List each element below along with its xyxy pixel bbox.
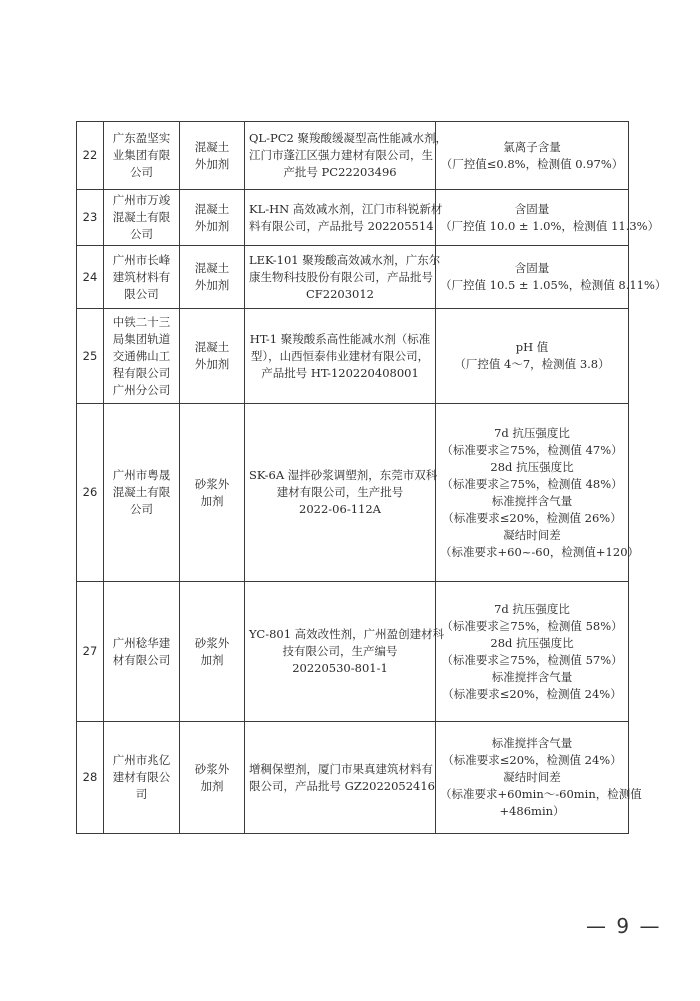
product-info-line: 料有限公司，产品批号 202205514 (249, 218, 434, 233)
product-info-line: 2022-06-112A (299, 502, 381, 516)
test-result-cell (436, 582, 629, 722)
test-result-line: （厂控值 10.5 ± 1.05%，检测值 8.11%） (440, 278, 667, 292)
table-row (77, 722, 629, 834)
company-name-line: 广州市万竣 (112, 193, 171, 207)
product-info-cell (245, 722, 436, 834)
company-name-line: 广州分公司 (112, 382, 171, 397)
test-result-cell (436, 246, 667, 309)
category-line: 外加剂 (194, 278, 230, 292)
company-name-line: 材有限公司 (112, 652, 171, 667)
category-cell (180, 722, 245, 834)
test-result-line: +486min） (499, 804, 565, 818)
product-info-line: LEK-101 聚羧酸高效减水剂，广东尔 (249, 252, 441, 267)
category-line: 加剂 (200, 493, 224, 508)
test-result-line: 含固量 (514, 201, 550, 216)
company-name-line: 广州稔华建 (112, 635, 171, 650)
product-info-line: 康生物科技股份有限公司，产品批号 (249, 269, 433, 284)
company-name-line: 公司 (130, 227, 153, 241)
product-info-line: QL-PC2 聚羧酸缓凝型高性能减水剂， (249, 131, 447, 145)
row-number: 24 (77, 246, 104, 309)
test-result-line: （标准要求+60min～-60min，检测值 (440, 787, 642, 801)
category-line: 混凝土 (194, 139, 230, 154)
test-result-line: （厂控值 10.0 ± 1.0%，检测值 11.3%） (440, 218, 660, 233)
company-name-line: 混凝土有限 (112, 210, 171, 224)
company-name-line: 业集团有限 (112, 148, 171, 162)
test-result-line: （标准要求≤20%，检测值 24%） (442, 753, 622, 767)
company-name-cell (104, 404, 180, 582)
test-result-line: （标准要求≧75%，检测值 57%） (441, 652, 623, 667)
product-info-line: KL-HN 高效减水剂，江门市科锐新材 (249, 201, 443, 216)
table-row (77, 582, 629, 722)
row-number: 23 (77, 190, 104, 246)
test-result-line: 28d 抗压强度比 (490, 635, 574, 650)
product-info-line: SK-6A 湿拌砂浆调塑剂，东莞市双科 (249, 468, 438, 482)
category-line: 混凝土 (194, 201, 230, 216)
test-result-line: 含固量 (514, 261, 550, 275)
category-cell (180, 122, 245, 190)
table-row (77, 190, 629, 246)
company-name-line: 交通佛山工 (112, 348, 171, 363)
company-name-cell (104, 246, 180, 309)
test-result-line: pH 值 (515, 340, 549, 354)
company-name-line: 程有限公司 (112, 365, 171, 380)
product-info-cell (245, 309, 436, 404)
product-info-cell (245, 246, 441, 309)
category-line: 砂浆外 (194, 476, 230, 491)
product-info-line: 技有限公司，生产编号 (282, 644, 398, 658)
test-result-line: （标准要求+60~-60，检测值+120） (440, 544, 640, 559)
test-result-line: 凝结时间差 (503, 527, 561, 542)
category-line: 加剂 (200, 778, 224, 793)
product-info-line: HT-1 聚羧酸系高性能减水剂（标准 (249, 331, 431, 346)
product-info-cell (245, 582, 445, 722)
category-line: 外加剂 (194, 218, 230, 233)
test-result-line: （标准要求≤20%，检测值 24%） (442, 686, 622, 701)
company-name-line: 广东盈坚实 (112, 131, 171, 145)
test-result-line: 氯离子含量 (503, 139, 561, 154)
category-cell (180, 246, 245, 309)
table-body (77, 122, 667, 834)
company-name-line: 公司 (130, 502, 153, 516)
product-info-cell (245, 122, 447, 190)
row-number: 28 (77, 722, 104, 834)
inspection-results-table (76, 121, 667, 834)
product-info-line: CF2203012 (306, 286, 374, 301)
company-name-line: 公司 (130, 165, 153, 179)
company-name-line: 广州市长峰 (112, 252, 171, 267)
category-line: 混凝土 (194, 261, 230, 275)
test-result-line: （标准要求≧75%，检测值 58%） (441, 618, 623, 633)
category-line: 外加剂 (194, 156, 230, 171)
product-info-line: YC-801 高效改性剂，广州盈创建材科 (249, 627, 445, 641)
category-line: 加剂 (200, 652, 224, 667)
company-name-cell (104, 122, 180, 190)
row-number: 25 (77, 309, 104, 404)
company-name-cell (104, 309, 180, 404)
company-name-line: 建筑材料有 (112, 269, 171, 284)
category-line: 混凝土 (194, 340, 230, 354)
category-line: 砂浆外 (194, 761, 230, 776)
table-row (77, 246, 629, 309)
company-name-line: 建材有限公 (112, 770, 171, 784)
category-line: 砂浆外 (194, 635, 230, 650)
company-name-line: 中铁二十三 (112, 314, 171, 329)
company-name-line: 限公司 (124, 286, 159, 301)
product-info-cell (245, 190, 443, 246)
test-result-line: 标准搅拌含气量 (491, 736, 573, 750)
test-result-cell (436, 190, 660, 246)
product-info-line: 增稠保塑剂，厦门市果真建筑材料有 (249, 761, 433, 776)
test-result-line: 28d 抗压强度比 (490, 459, 574, 474)
test-result-line: （厂控值 4～7，检测值 3.8） (454, 357, 610, 371)
product-info-line: 20220530-801-1 (292, 661, 388, 675)
company-name-line: 司 (135, 787, 148, 801)
test-result-line: （厂控值≤0.8%，检测值 0.97%） (440, 156, 624, 171)
table-row (77, 309, 629, 404)
product-info-line: 产批号 PC22203496 (283, 165, 397, 179)
product-info-cell (245, 404, 436, 582)
company-name-cell (104, 582, 180, 722)
test-result-line: （标准要求≧75%，检测值 48%） (441, 476, 623, 491)
page-number: — 9 — (586, 914, 662, 938)
test-result-cell (436, 722, 642, 834)
row-number: 27 (77, 582, 104, 722)
company-name-line: 广州市粤晟 (112, 468, 171, 482)
category-cell (180, 309, 245, 404)
category-cell (180, 582, 245, 722)
product-info-line: 江门市蓬江区强力建材有限公司，生 (249, 148, 433, 162)
table-row (77, 404, 629, 582)
product-info-line: 建材有限公司，生产批号 (276, 485, 404, 499)
test-result-line: 7d 抗压强度比 (494, 425, 570, 440)
row-number: 26 (77, 404, 104, 582)
category-cell (180, 190, 245, 246)
test-result-cell (436, 404, 640, 582)
test-result-cell (436, 309, 629, 404)
test-result-line: 标准搅拌含气量 (491, 493, 573, 508)
table-row (77, 122, 629, 190)
company-name-line: 混凝土有限 (112, 485, 171, 499)
row-number: 22 (77, 122, 104, 190)
test-result-cell (436, 122, 629, 190)
product-info-line: 产品批号 HT-120220408001 (261, 365, 419, 380)
test-result-line: （标准要求≧75%，检测值 47%） (441, 442, 623, 457)
company-name-cell (104, 190, 180, 246)
category-line: 外加剂 (194, 357, 230, 371)
product-info-line: 型），山西恒泰伟业建材有限公司， (250, 348, 430, 363)
test-result-line: （标准要求≤20%，检测值 26%） (442, 510, 622, 525)
product-info-line: 限公司，产品批号 GZ2022052416 (249, 778, 435, 793)
test-result-line: 凝结时间差 (503, 770, 561, 784)
category-cell (180, 404, 245, 582)
test-result-line: 标准搅拌含气量 (491, 669, 573, 684)
company-name-line: 局集团轨道 (112, 331, 171, 346)
company-name-line: 广州市兆亿 (112, 753, 171, 767)
company-name-cell (104, 722, 180, 834)
test-result-line: 7d 抗压强度比 (494, 601, 570, 616)
